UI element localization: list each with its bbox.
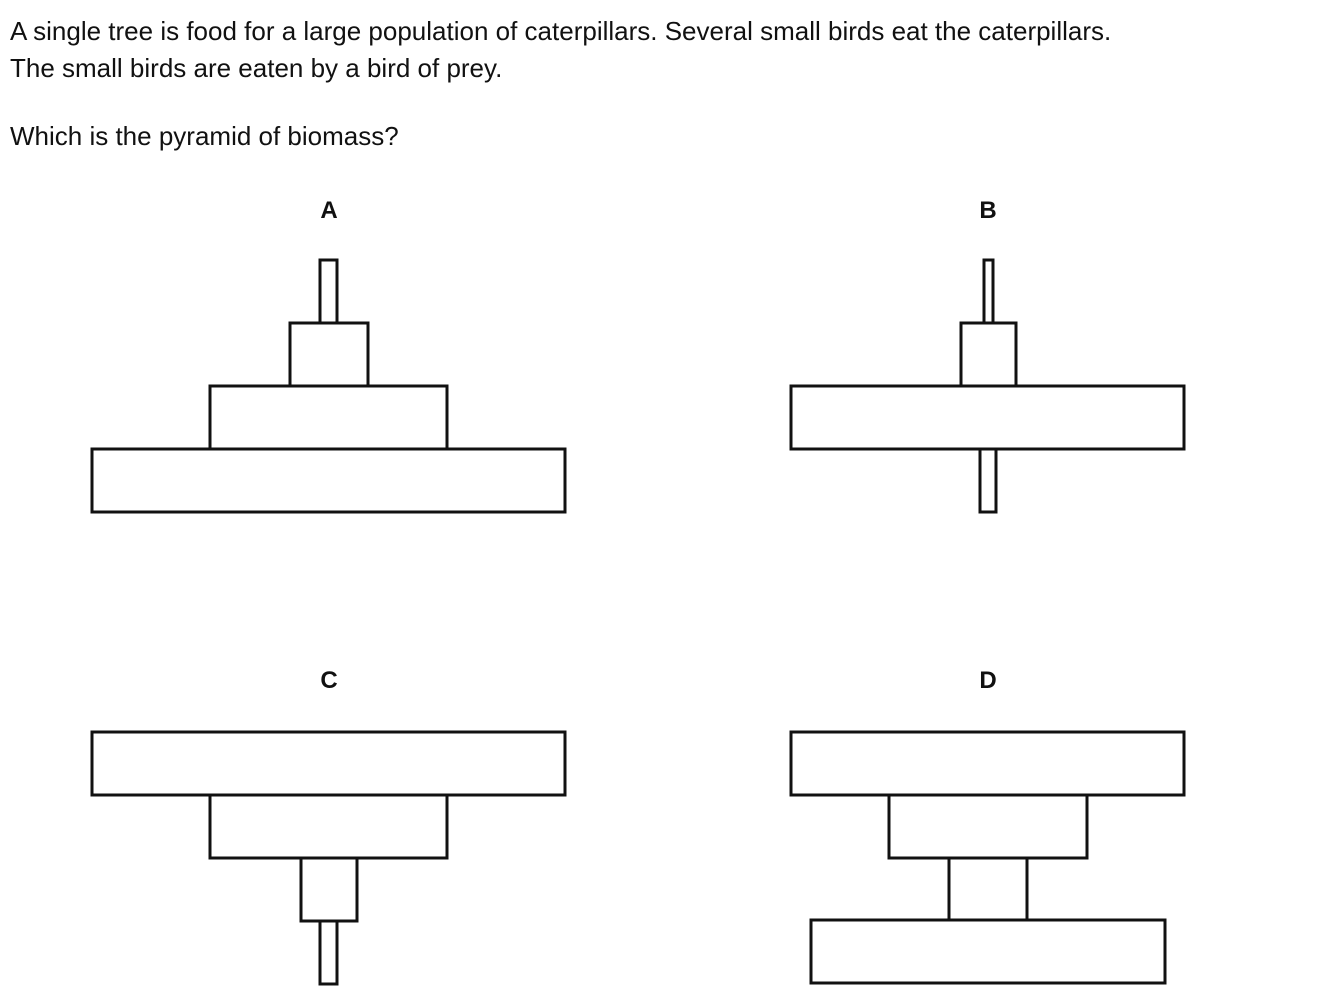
question-stem-line-1: A single tree is food for a large population of caterpillars. Several small birds eat the caterpillars. [10,16,1112,46]
option-a-label[interactable]: A [320,197,338,224]
option-b-label[interactable]: B [979,197,997,224]
pyramid-d-level-2 [889,795,1087,858]
option-c-label[interactable]: C [320,667,338,694]
question-prompt: Which is the pyramid of biomass? [10,121,399,151]
pyramid-d-level-4 [811,920,1165,983]
pyramid-d-level-3 [949,858,1027,921]
question-stem-line-2: The small birds are eaten by a bird of prey. [10,53,503,83]
option-d-label[interactable]: D [979,667,997,694]
pyramid-d-level-1 [791,732,1184,795]
